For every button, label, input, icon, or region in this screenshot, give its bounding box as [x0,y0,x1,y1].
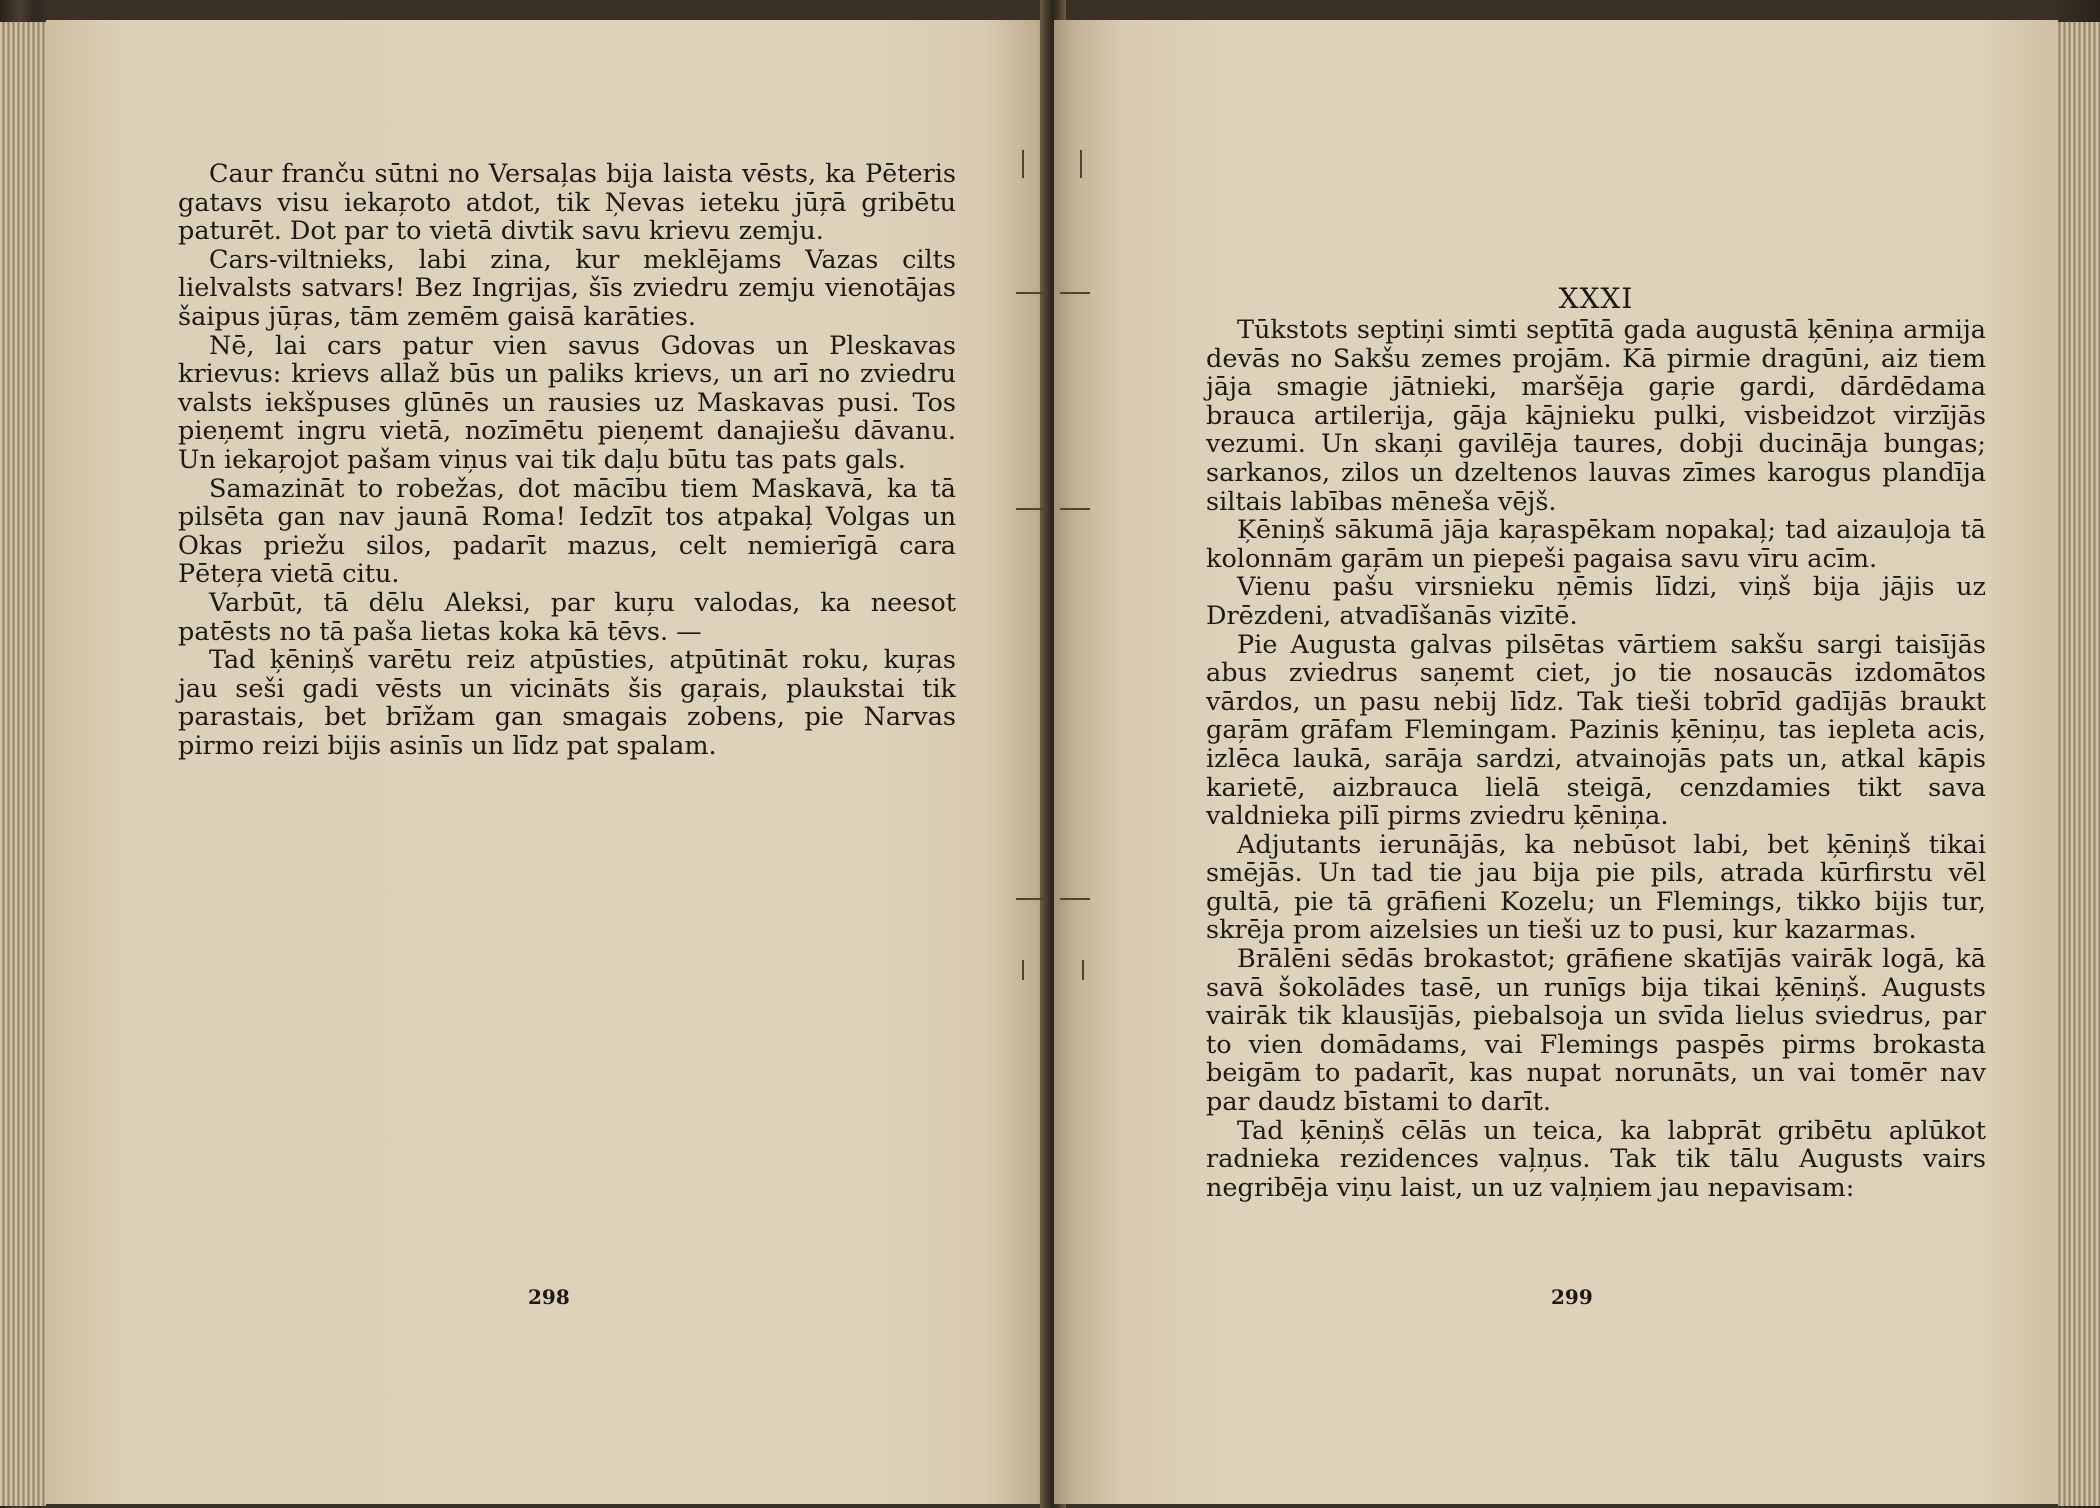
page-number-right: 299 [1551,1285,1593,1309]
binding-thread [1060,508,1090,510]
right-page [1054,20,2058,1504]
binding-thread [1082,960,1084,980]
binding-thread [1022,960,1024,980]
binding-thread [1060,292,1090,294]
paragraph: Samazināt to robežas, dot mācību tiem Maskavā, ka tā pilsēta gan nav jaunā Roma! Iedzīt tos atpakaļ Volgas un Okas priežu silos, padarīt mazus, celt nemierīgā cara Pēteŗa vietā citu. [178,473,956,590]
paragraph: Adjutants ierunājās, ka nebūsot labi, bet ķēniņš tikai smējās. Un tad tie jau bija pie pils, atrada kūrfirstu vēl gultā, pie tā grāfieni Kozelu; un Flemings, tikko bijis tur, skrēja prom aizelsies un tieši uz to pusi, kur kazarmas. [1206,829,1986,946]
paragraph: Ķēniņš sākumā jāja kaŗaspēkam nopakaļ; tad aizauļoja tā kolonnām gaŗām un piepeši pagaisa savu vīru acīm. [1206,515,1986,574]
paragraph: Varbūt, tā dēlu Aleksi, par kuŗu valodas, ka neesot patēsts no tā paša lietas koka kā tēvs. — [178,587,956,647]
binding-thread [1016,292,1046,294]
binding-thread [1022,150,1024,178]
left-page [46,20,1052,1504]
left-page-text [178,160,956,760]
binding-thread [1080,150,1082,178]
paragraph: Nē, lai cars patur vien savus Gdovas un Pleskavas krievus: krievs allaž būs un paliks krievs, un arī no zviedru valsts iekšpuses glūnēs un rausies uz Maskavas pusi. Tos pieņemt ingru vietā, nozīmētu pieņemt danajiešu dāvanu. Un iekaŗojot pašam viņus vai tik daļu būtu tas pats gals. [178,330,956,475]
right-page-text [1206,316,1986,1202]
binding-thread [1060,898,1090,900]
paragraph: Cars-viltnieks, labi zina, kur meklējams Vazas cilts lielvalsts satvars! Bez Ingrijas, šīs zviedru zemju vienotājas šaipus jūŗas, tām zemēm gaisā karāties. [178,244,956,332]
page-edges-right [2058,22,2100,1506]
paragraph: Tad ķēniņš varētu reiz atpūsties, atpūtināt roku, kuŗas jau seši gadi vēsts un vicināts šis gaŗais, plaukstai tik parastais, bet brīžam gan smagais zobens, pie Narvas pirmo reizi bijis asinīs un līdz pat spalam. [178,645,956,761]
paragraph: Tad ķēniņš cēlās un teica, ka labprāt gribētu aplūkot radnieka rezidences vaļņus. Tak tik tālu Augusts vairs negribēja viņu laist, un uz vaļņiem jau nepavisam: [1206,1115,1986,1203]
page-edges-left [0,22,46,1506]
paragraph: Brālēni sēdās brokastot; grāfiene skatījās vairāk logā, kā savā šokolādes tasē, un runīgs bija tikai ķēniņš. Augusts vairāk tik klausījās, piebalsoja un svīda lielus sviedrus, par to vien domādams, vai Flemings paspēs pirms brokasta beigām to padarīt, kas nupat norunāts, un vai tomēr nav par daudz bīstami to darīt. [1206,944,1986,1118]
binding-thread [1016,898,1046,900]
paragraph: Tūkstots septiņi simti septītā gada augustā ķēniņa armija devās no Sakšu zemes projām. Kā pirmie dragūni, aiz tiem jāja smagie jātnieki, maršēja gaŗie gardi, dārdēdama brauca artilerija, gāja kājnieku pulki, visbeidzot virzījās vezumi. Un skaņi gavilēja taures, dobji ducināja bungas; sarkanos, zilos un dzeltenos lauvas zīmes karogus plandīja siltais labības mēneša vējš. [1206,315,1986,517]
paragraph: Caur franču sūtni no Versaļas bija laista vēsts, ka Pēteris gatavs visu iekaŗoto atdot, tik Ņevas ieteku jūŗā gribētu paturēt. Dot par to vietā divtik savu krievu zemju. [178,159,956,247]
chapter-title: XXXI [1558,282,1634,315]
page-number-left: 298 [528,1285,570,1309]
paragraph: Pie Augusta galvas pilsētas vārtiem sakšu sargi taisījās abus zviedrus saņemt ciet, jo tie nosaucās izdomātos vārdos, un pasu nebij līdz. Tak tieši tobrīd gadījās braukt gaŗām grāfam Flemingam. Pazinis ķēniņu, tas iepleta acis, izlēca laukā, sarāja sardzi, atvainojās pats un, atkal kāpis karietē, aizbrauca lielā steigā, cenzdamies tikt sava valdnieka pilī pirms zviedru ķēniņa. [1206,629,1986,832]
binding-thread [1016,508,1046,510]
paragraph: Vienu pašu virsnieku ņēmis līdzi, viņš bija jājis uz Drēzdeni, atvadīšanās vizītē. [1206,572,1986,631]
